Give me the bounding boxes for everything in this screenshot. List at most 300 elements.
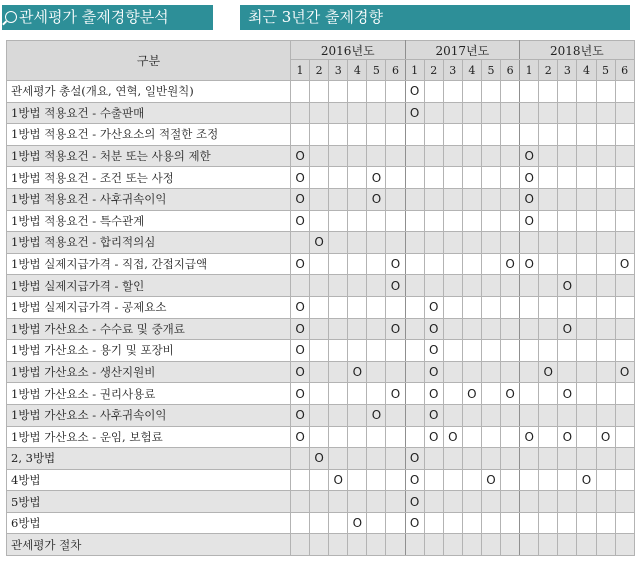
empty-cell xyxy=(462,491,481,513)
empty-cell xyxy=(615,296,634,318)
mark-cell: O xyxy=(386,253,405,275)
empty-cell xyxy=(462,253,481,275)
empty-cell xyxy=(539,210,558,232)
empty-cell xyxy=(405,232,424,254)
row-label: 5방법 xyxy=(7,491,291,513)
empty-cell xyxy=(405,275,424,297)
empty-cell xyxy=(310,404,329,426)
mark-cell: O xyxy=(424,340,443,362)
empty-cell xyxy=(596,188,615,210)
empty-cell xyxy=(577,340,596,362)
empty-cell xyxy=(291,81,310,103)
empty-cell xyxy=(405,296,424,318)
row-label: 1방법 적용요건 - 처분 또는 사용의 제한 xyxy=(7,145,291,167)
empty-cell xyxy=(405,318,424,340)
empty-cell xyxy=(348,275,367,297)
empty-cell xyxy=(596,210,615,232)
empty-cell xyxy=(615,404,634,426)
empty-cell xyxy=(424,253,443,275)
empty-cell xyxy=(481,210,500,232)
empty-cell xyxy=(329,124,348,146)
empty-cell xyxy=(558,145,577,167)
empty-cell xyxy=(577,167,596,189)
empty-cell xyxy=(481,102,500,124)
empty-cell xyxy=(310,145,329,167)
empty-cell xyxy=(596,124,615,146)
mark-cell: O xyxy=(329,469,348,491)
empty-cell xyxy=(367,296,386,318)
empty-cell xyxy=(558,102,577,124)
month-header: 5 xyxy=(367,60,386,81)
empty-cell xyxy=(577,145,596,167)
empty-cell xyxy=(596,534,615,556)
empty-cell xyxy=(558,512,577,534)
empty-cell xyxy=(329,426,348,448)
empty-cell xyxy=(481,275,500,297)
empty-cell xyxy=(424,145,443,167)
mark-cell: O xyxy=(291,167,310,189)
empty-cell xyxy=(386,340,405,362)
empty-cell xyxy=(615,512,634,534)
row-label: 1방법 가산요소 - 운임, 보험료 xyxy=(7,426,291,448)
mark-cell: O xyxy=(520,188,539,210)
title-left: 관세평가 출제경향분석 xyxy=(19,8,169,26)
empty-cell xyxy=(329,210,348,232)
mark-cell: O xyxy=(367,167,386,189)
empty-cell xyxy=(501,318,520,340)
mark-cell: O xyxy=(291,145,310,167)
mark-cell: O xyxy=(348,361,367,383)
empty-cell xyxy=(367,383,386,405)
empty-cell xyxy=(501,340,520,362)
empty-cell xyxy=(310,81,329,103)
empty-cell xyxy=(348,534,367,556)
mark-cell: O xyxy=(424,426,443,448)
empty-cell xyxy=(443,210,462,232)
empty-cell xyxy=(539,404,558,426)
empty-cell xyxy=(424,491,443,513)
empty-cell xyxy=(558,361,577,383)
empty-cell xyxy=(501,491,520,513)
empty-cell xyxy=(539,426,558,448)
empty-cell xyxy=(615,340,634,362)
empty-cell xyxy=(520,448,539,470)
empty-cell xyxy=(577,81,596,103)
empty-cell xyxy=(577,361,596,383)
empty-cell xyxy=(367,340,386,362)
empty-cell xyxy=(329,188,348,210)
mark-cell: O xyxy=(405,512,424,534)
mark-cell: O xyxy=(291,361,310,383)
empty-cell xyxy=(405,167,424,189)
empty-cell xyxy=(329,253,348,275)
mark-cell: O xyxy=(386,318,405,340)
month-header: 5 xyxy=(596,60,615,81)
empty-cell xyxy=(443,253,462,275)
month-header: 6 xyxy=(615,60,634,81)
empty-cell xyxy=(481,534,500,556)
month-header: 2 xyxy=(424,60,443,81)
empty-cell xyxy=(481,253,500,275)
empty-cell xyxy=(329,167,348,189)
empty-cell xyxy=(577,102,596,124)
empty-cell xyxy=(443,188,462,210)
mark-cell: O xyxy=(520,253,539,275)
empty-cell xyxy=(462,145,481,167)
empty-cell xyxy=(577,275,596,297)
empty-cell xyxy=(386,512,405,534)
empty-cell xyxy=(310,534,329,556)
empty-cell xyxy=(577,448,596,470)
mark-cell: O xyxy=(520,167,539,189)
empty-cell xyxy=(386,426,405,448)
empty-cell xyxy=(405,404,424,426)
empty-cell xyxy=(386,491,405,513)
empty-cell xyxy=(558,232,577,254)
empty-cell xyxy=(462,210,481,232)
table-row xyxy=(7,404,635,426)
table-row xyxy=(7,469,635,491)
mark-cell: O xyxy=(367,188,386,210)
empty-cell xyxy=(405,426,424,448)
empty-cell xyxy=(481,512,500,534)
empty-cell xyxy=(615,210,634,232)
empty-cell xyxy=(481,232,500,254)
empty-cell xyxy=(615,534,634,556)
empty-cell xyxy=(443,145,462,167)
empty-cell xyxy=(501,534,520,556)
month-header: 3 xyxy=(443,60,462,81)
empty-cell xyxy=(539,145,558,167)
empty-cell xyxy=(501,81,520,103)
empty-cell xyxy=(329,275,348,297)
empty-cell xyxy=(310,210,329,232)
empty-cell xyxy=(367,318,386,340)
row-label: 1방법 가산요소 - 용기 및 포장비 xyxy=(7,340,291,362)
table-row xyxy=(7,188,635,210)
empty-cell xyxy=(596,253,615,275)
empty-cell xyxy=(367,491,386,513)
empty-cell xyxy=(310,469,329,491)
empty-cell xyxy=(310,318,329,340)
table-body xyxy=(7,81,635,556)
mark-cell: O xyxy=(405,491,424,513)
empty-cell xyxy=(615,383,634,405)
empty-cell xyxy=(577,124,596,146)
empty-cell xyxy=(596,275,615,297)
month-header: 1 xyxy=(520,60,539,81)
mark-cell: O xyxy=(615,253,634,275)
empty-cell xyxy=(596,318,615,340)
empty-cell xyxy=(558,253,577,275)
mark-cell: O xyxy=(310,232,329,254)
empty-cell xyxy=(520,275,539,297)
empty-cell xyxy=(424,210,443,232)
empty-cell xyxy=(577,512,596,534)
month-header: 3 xyxy=(558,60,577,81)
empty-cell xyxy=(596,232,615,254)
mark-cell: O xyxy=(520,145,539,167)
empty-cell xyxy=(348,383,367,405)
empty-cell xyxy=(291,102,310,124)
empty-cell xyxy=(577,232,596,254)
empty-cell xyxy=(443,275,462,297)
empty-cell xyxy=(577,426,596,448)
row-label: 1방법 적용요건 - 조건 또는 사정 xyxy=(7,167,291,189)
empty-cell xyxy=(348,469,367,491)
empty-cell xyxy=(596,102,615,124)
empty-cell xyxy=(386,296,405,318)
year-header-2016: 2016년도 xyxy=(291,41,406,60)
month-header: 6 xyxy=(501,60,520,81)
mark-cell: O xyxy=(558,426,577,448)
empty-cell xyxy=(386,102,405,124)
empty-cell xyxy=(481,426,500,448)
empty-cell xyxy=(310,340,329,362)
empty-cell xyxy=(329,361,348,383)
empty-cell xyxy=(539,340,558,362)
mark-cell: O xyxy=(405,102,424,124)
empty-cell xyxy=(329,491,348,513)
mark-cell: O xyxy=(291,253,310,275)
empty-cell xyxy=(310,491,329,513)
empty-cell xyxy=(405,340,424,362)
search-icon xyxy=(5,11,17,23)
empty-cell xyxy=(539,188,558,210)
empty-cell xyxy=(615,491,634,513)
empty-cell xyxy=(539,318,558,340)
mark-cell: O xyxy=(577,469,596,491)
empty-cell xyxy=(329,448,348,470)
empty-cell xyxy=(310,102,329,124)
mark-cell: O xyxy=(501,253,520,275)
mark-cell: O xyxy=(291,210,310,232)
table-row xyxy=(7,318,635,340)
empty-cell xyxy=(462,469,481,491)
table-row xyxy=(7,232,635,254)
empty-cell xyxy=(386,448,405,470)
empty-cell xyxy=(596,361,615,383)
mark-cell: O xyxy=(386,383,405,405)
empty-cell xyxy=(558,167,577,189)
month-header: 2 xyxy=(539,60,558,81)
empty-cell xyxy=(386,534,405,556)
empty-cell xyxy=(481,296,500,318)
empty-cell xyxy=(558,340,577,362)
empty-cell xyxy=(462,318,481,340)
empty-cell xyxy=(501,512,520,534)
month-header: 6 xyxy=(386,60,405,81)
row-label: 6방법 xyxy=(7,512,291,534)
empty-cell xyxy=(596,340,615,362)
empty-cell xyxy=(310,275,329,297)
month-header: 4 xyxy=(348,60,367,81)
table-row xyxy=(7,534,635,556)
empty-cell xyxy=(348,102,367,124)
empty-cell xyxy=(481,404,500,426)
empty-cell xyxy=(596,448,615,470)
empty-cell xyxy=(367,232,386,254)
row-label: 1방법 실제지급가격 - 할인 xyxy=(7,275,291,297)
empty-cell xyxy=(424,188,443,210)
empty-cell xyxy=(348,448,367,470)
empty-cell xyxy=(424,512,443,534)
empty-cell xyxy=(443,404,462,426)
table-row xyxy=(7,253,635,275)
empty-cell xyxy=(462,296,481,318)
empty-cell xyxy=(405,188,424,210)
empty-cell xyxy=(481,124,500,146)
empty-cell xyxy=(520,102,539,124)
empty-cell xyxy=(443,448,462,470)
row-label: 4방법 xyxy=(7,469,291,491)
empty-cell xyxy=(539,275,558,297)
empty-cell xyxy=(310,296,329,318)
empty-cell xyxy=(615,318,634,340)
month-header: 5 xyxy=(481,60,500,81)
empty-cell xyxy=(539,124,558,146)
empty-cell xyxy=(329,534,348,556)
empty-cell xyxy=(558,188,577,210)
empty-cell xyxy=(462,102,481,124)
empty-cell xyxy=(291,448,310,470)
empty-cell xyxy=(462,426,481,448)
empty-cell xyxy=(501,232,520,254)
empty-cell xyxy=(539,448,558,470)
empty-cell xyxy=(348,404,367,426)
row-label: 관세평가 총설(개요, 연혁, 일반원칙) xyxy=(7,81,291,103)
empty-cell xyxy=(367,448,386,470)
mark-cell: O xyxy=(501,383,520,405)
year-header-2017: 2017년도 xyxy=(405,41,520,60)
empty-cell xyxy=(443,81,462,103)
empty-cell xyxy=(367,210,386,232)
mark-cell: O xyxy=(424,361,443,383)
row-label: 1방법 적용요건 - 사후귀속이익 xyxy=(7,188,291,210)
empty-cell xyxy=(577,296,596,318)
mark-cell: O xyxy=(520,426,539,448)
empty-cell xyxy=(443,469,462,491)
empty-cell xyxy=(501,448,520,470)
empty-cell xyxy=(462,81,481,103)
empty-cell xyxy=(501,275,520,297)
empty-cell xyxy=(615,275,634,297)
mark-cell: O xyxy=(367,404,386,426)
mark-cell: O xyxy=(424,383,443,405)
empty-cell xyxy=(310,253,329,275)
empty-cell xyxy=(501,124,520,146)
empty-cell xyxy=(405,361,424,383)
row-label: 1방법 실제지급가격 - 공제요소 xyxy=(7,296,291,318)
empty-cell xyxy=(520,81,539,103)
empty-cell xyxy=(329,81,348,103)
mark-cell: O xyxy=(481,469,500,491)
empty-cell xyxy=(596,145,615,167)
empty-cell xyxy=(539,534,558,556)
empty-cell xyxy=(539,512,558,534)
mark-cell: O xyxy=(291,426,310,448)
row-label: 1방법 적용요건 - 가산요소의 적절한 조정 xyxy=(7,124,291,146)
table-row xyxy=(7,383,635,405)
empty-cell xyxy=(443,232,462,254)
empty-cell xyxy=(501,210,520,232)
empty-cell xyxy=(443,167,462,189)
mark-cell: O xyxy=(558,275,577,297)
empty-cell xyxy=(462,167,481,189)
empty-cell xyxy=(462,534,481,556)
mark-cell: O xyxy=(291,188,310,210)
row-label: 2, 3방법 xyxy=(7,448,291,470)
empty-cell xyxy=(386,361,405,383)
empty-cell xyxy=(367,426,386,448)
empty-cell xyxy=(558,448,577,470)
empty-cell xyxy=(329,296,348,318)
empty-cell xyxy=(481,188,500,210)
mark-cell: O xyxy=(596,426,615,448)
empty-cell xyxy=(481,81,500,103)
empty-cell xyxy=(386,188,405,210)
empty-cell xyxy=(481,361,500,383)
empty-cell xyxy=(329,383,348,405)
empty-cell xyxy=(291,232,310,254)
empty-cell xyxy=(539,469,558,491)
empty-cell xyxy=(462,232,481,254)
empty-cell xyxy=(539,296,558,318)
empty-cell xyxy=(558,491,577,513)
empty-cell xyxy=(367,145,386,167)
empty-cell xyxy=(501,296,520,318)
empty-cell xyxy=(501,188,520,210)
empty-cell xyxy=(367,253,386,275)
empty-cell xyxy=(462,404,481,426)
empty-cell xyxy=(520,534,539,556)
row-label: 1방법 적용요건 - 수출판매 xyxy=(7,102,291,124)
empty-cell xyxy=(577,210,596,232)
empty-cell xyxy=(558,404,577,426)
empty-cell xyxy=(329,340,348,362)
empty-cell xyxy=(462,188,481,210)
empty-cell xyxy=(291,469,310,491)
empty-cell xyxy=(291,491,310,513)
mark-cell: O xyxy=(520,210,539,232)
mark-cell: O xyxy=(386,275,405,297)
empty-cell xyxy=(577,188,596,210)
table-row xyxy=(7,426,635,448)
empty-cell xyxy=(367,361,386,383)
empty-cell xyxy=(310,512,329,534)
empty-cell xyxy=(596,404,615,426)
empty-cell xyxy=(310,167,329,189)
table-row xyxy=(7,210,635,232)
empty-cell xyxy=(501,361,520,383)
month-header: 1 xyxy=(291,60,310,81)
empty-cell xyxy=(501,145,520,167)
empty-cell xyxy=(329,145,348,167)
empty-cell xyxy=(424,124,443,146)
mark-cell: O xyxy=(291,383,310,405)
month-header: 4 xyxy=(462,60,481,81)
empty-cell xyxy=(348,81,367,103)
empty-cell xyxy=(424,102,443,124)
empty-cell xyxy=(367,81,386,103)
empty-cell xyxy=(424,534,443,556)
empty-cell xyxy=(405,145,424,167)
empty-cell xyxy=(348,340,367,362)
mark-cell: O xyxy=(291,318,310,340)
empty-cell xyxy=(520,512,539,534)
empty-cell xyxy=(367,102,386,124)
empty-cell xyxy=(386,210,405,232)
